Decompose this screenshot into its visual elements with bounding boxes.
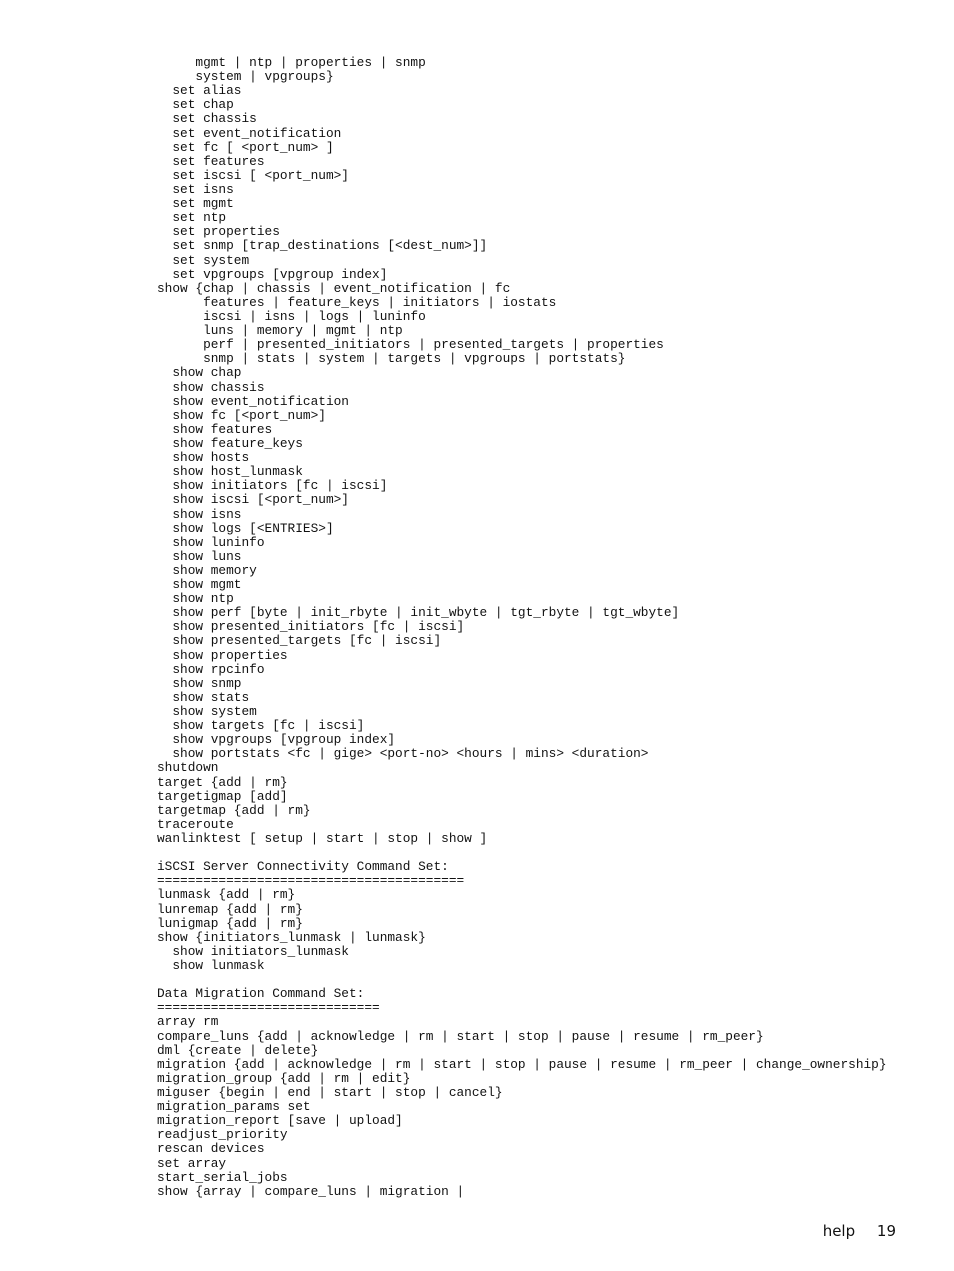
code-line: show features — [157, 421, 273, 437]
code-line: show luns — [157, 548, 242, 564]
code-line: show lunmask — [157, 958, 265, 973]
code-line: set array — [157, 1155, 227, 1171]
code-line: rescan devices — [157, 1141, 265, 1157]
cli-command-listing — [157, 56, 887, 1199]
code-line: iscsi | isns | logs | luninfo — [157, 308, 426, 324]
code-line: show perf [byte | init_rbyte | init_wbyte | tgt_rbyte | tgt_wbyte] — [157, 605, 680, 621]
code-line: set system — [157, 252, 250, 268]
code-line: set fc [ <port_num> ] — [157, 139, 334, 155]
code-line: traceroute — [157, 816, 234, 832]
code-line: set ntp — [157, 210, 227, 226]
code-line: show event_notification — [157, 393, 349, 409]
code-line: set vpgroups [vpgroup index] — [157, 266, 388, 282]
code-line: set mgmt — [157, 196, 234, 212]
code-line: ======================================== — [157, 873, 465, 889]
code-line: set alias — [157, 83, 242, 99]
code-line: show iscsi [<port_num>] — [157, 492, 349, 508]
code-line: show properties — [157, 647, 288, 663]
code-line: set event_notification — [157, 125, 342, 141]
code-line: dml {create | delete} — [157, 1042, 319, 1058]
code-line: show portstats <fc | gige> <port-no> <hours | mins> <duration> — [157, 746, 649, 762]
code-line: shutdown — [157, 760, 219, 776]
code-line: compare_luns {add | acknowledge | rm | start | stop | pause | resume | rm_peer} — [157, 1028, 764, 1044]
code-line: show chassis — [157, 379, 265, 395]
code-line: set snmp [trap_destinations [<dest_num>]] — [157, 238, 488, 254]
code-line: show {array | compare_luns | migration | — [157, 1183, 465, 1199]
code-line: target {add | rm} — [157, 774, 288, 790]
code-line: show feature_keys — [157, 435, 303, 451]
code-line: set isns — [157, 181, 234, 197]
footer-section-title: help — [822, 1222, 856, 1240]
code-line: set properties — [157, 224, 280, 240]
code-line: show chap — [157, 365, 242, 381]
code-line: show rpcinfo — [157, 661, 265, 677]
code-line: migration_report [save | upload] — [157, 1113, 403, 1129]
code-line: show memory — [157, 562, 257, 578]
code-line: luns | memory | mgmt | ntp — [157, 323, 403, 339]
code-line: show ntp — [157, 591, 234, 607]
code-line: show presented_targets [fc | iscsi] — [157, 633, 442, 649]
code-line — [157, 973, 887, 987]
code-line: show targets [fc | iscsi] — [157, 718, 365, 734]
code-line — [157, 846, 887, 860]
code-line: migration {add | acknowledge | rm | start | stop | pause | resume | rm_peer | change_ownership} — [157, 1056, 887, 1072]
code-line: show stats — [157, 689, 250, 705]
code-line: lunremap {add | rm} — [157, 901, 303, 917]
code-line: show mgmt — [157, 577, 242, 593]
code-line: mgmt | ntp | properties | snmp — [157, 55, 426, 70]
code-line: show presented_initiators [fc | iscsi] — [157, 619, 465, 635]
code-line: array rm — [157, 1014, 219, 1030]
code-line: migration_group {add | rm | edit} — [157, 1070, 411, 1086]
code-line: show hosts — [157, 450, 250, 466]
code-line: show initiators [fc | iscsi] — [157, 478, 388, 494]
code-line: targetmap {add | rm} — [157, 802, 311, 818]
code-line: targetigmap [add] — [157, 788, 288, 804]
code-line: perf | presented_initiators | presented_targets | properties — [157, 337, 664, 353]
code-line: readjust_priority — [157, 1127, 288, 1143]
code-line: show host_lunmask — [157, 464, 303, 480]
code-line: miguser {begin | end | start | stop | cancel} — [157, 1084, 503, 1100]
code-line: ============================= — [157, 1000, 380, 1016]
code-line: snmp | stats | system | targets | vpgroups | portstats} — [157, 351, 626, 367]
code-line: wanlinktest [ setup | start | stop | show ] — [157, 831, 488, 847]
code-line: Data Migration Command Set: — [157, 986, 365, 1002]
code-line: show isns — [157, 506, 242, 522]
code-line: set features — [157, 153, 265, 169]
code-line: set chassis — [157, 111, 257, 127]
page-footer — [823, 1222, 896, 1240]
code-line: iSCSI Server Connectivity Command Set: — [157, 859, 449, 875]
code-line: lunigmap {add | rm} — [157, 915, 303, 931]
code-line: show system — [157, 704, 257, 720]
code-line: set chap — [157, 97, 234, 113]
code-line: migration_params set — [157, 1099, 311, 1115]
code-line: set iscsi [ <port_num>] — [157, 167, 349, 183]
code-line: show fc [<port_num>] — [157, 407, 326, 423]
code-line: system | vpgroups} — [157, 69, 334, 85]
code-line: show logs [<ENTRIES>] — [157, 520, 334, 536]
page-number: 19 — [876, 1222, 896, 1240]
code-line: show luninfo — [157, 534, 265, 550]
code-line: show {initiators_lunmask | lunmask} — [157, 929, 426, 945]
code-line: show snmp — [157, 675, 242, 691]
code-line: show initiators_lunmask — [157, 943, 349, 959]
code-line: lunmask {add | rm} — [157, 887, 296, 903]
code-line: show vpgroups [vpgroup index] — [157, 732, 396, 748]
code-line: start_serial_jobs — [157, 1169, 288, 1185]
code-line: show {chap | chassis | event_notification | fc — [157, 280, 511, 296]
code-line: features | feature_keys | initiators | iostats — [157, 294, 557, 310]
